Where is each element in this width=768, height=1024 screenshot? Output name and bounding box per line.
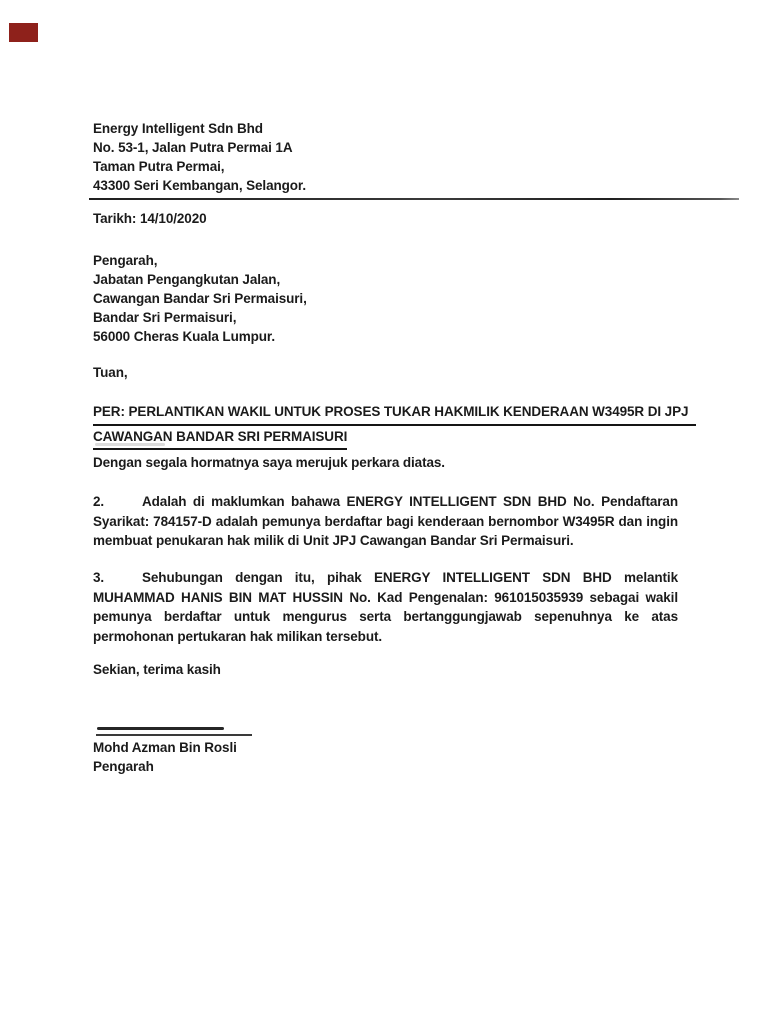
sender-address-line: Taman Putra Permai, (93, 159, 225, 174)
signer-title: Pengarah (93, 759, 154, 774)
subject-line-1: PER: PERLANTIKAN WAKIL UNTUK PROSES TUKAR HAKMILIK KENDERAAN W3495R DI JPJ (93, 401, 696, 426)
letterhead (93, 119, 306, 195)
scan-artifact (95, 443, 165, 446)
paragraph-number: 3. (93, 570, 105, 585)
redaction-mark (9, 23, 38, 42)
sender-address-line: 43300 Seri Kembangan, Selangor. (93, 178, 306, 193)
recipient-block (93, 251, 307, 346)
subject-line-2: CAWANGAN BANDAR SRI PERMAISURI (93, 426, 347, 451)
closing-text: Sekian, terima kasih (93, 662, 221, 677)
sender-address-line: No. 53-1, Jalan Putra Permai 1A (93, 140, 293, 155)
horizontal-rule (89, 198, 739, 200)
recipient-line: Pengarah, (93, 253, 158, 268)
paragraph-text: Sehubungan dengan itu, pihak ENERGY INTELLIGENT SDN BHD melantik MUHAMMAD HANIS BIN MAT HUSSIN No. Kad Pengenalan: 961015035939 sebagai wakil pemunya berdaftar untuk mengurus serta bertanggungjawab sepenuhnya ke atas permohonan pertukaran hak milikan tersebut. (93, 570, 678, 645)
recipient-line: Cawangan Bandar Sri Permaisuri, (93, 291, 307, 306)
paragraph-number: 2. (93, 494, 105, 509)
body-paragraph (93, 568, 678, 647)
signer-name: Mohd Azman Bin Rosli (93, 740, 237, 755)
intro-text: Dengan segala hormatnya saya merujuk perkara diatas. (93, 455, 445, 470)
signature-rule (96, 734, 252, 736)
recipient-line: Jabatan Pengangkutan Jalan, (93, 272, 281, 287)
date-text: Tarikh: 14/10/2020 (93, 211, 207, 226)
signature-rule (97, 727, 224, 730)
recipient-line: 56000 Cheras Kuala Lumpur. (93, 329, 275, 344)
paragraph-text: Adalah di maklumkan bahawa ENERGY INTELLIGENT SDN BHD No. Pendaftaran Syarikat: 784157-D adalah pemunya berdaftar bagi kenderaan bernombor W3495R dan ingin membuat penukaran hak milik di Unit JPJ Cawangan Bandar Sri Permaisuri. (93, 494, 678, 549)
recipient-line: Bandar Sri Permaisuri, (93, 310, 237, 325)
body-paragraph (93, 492, 678, 551)
salutation-text: Tuan, (93, 365, 128, 380)
company-name: Energy Intelligent Sdn Bhd (93, 121, 263, 136)
subject-title (93, 401, 696, 450)
